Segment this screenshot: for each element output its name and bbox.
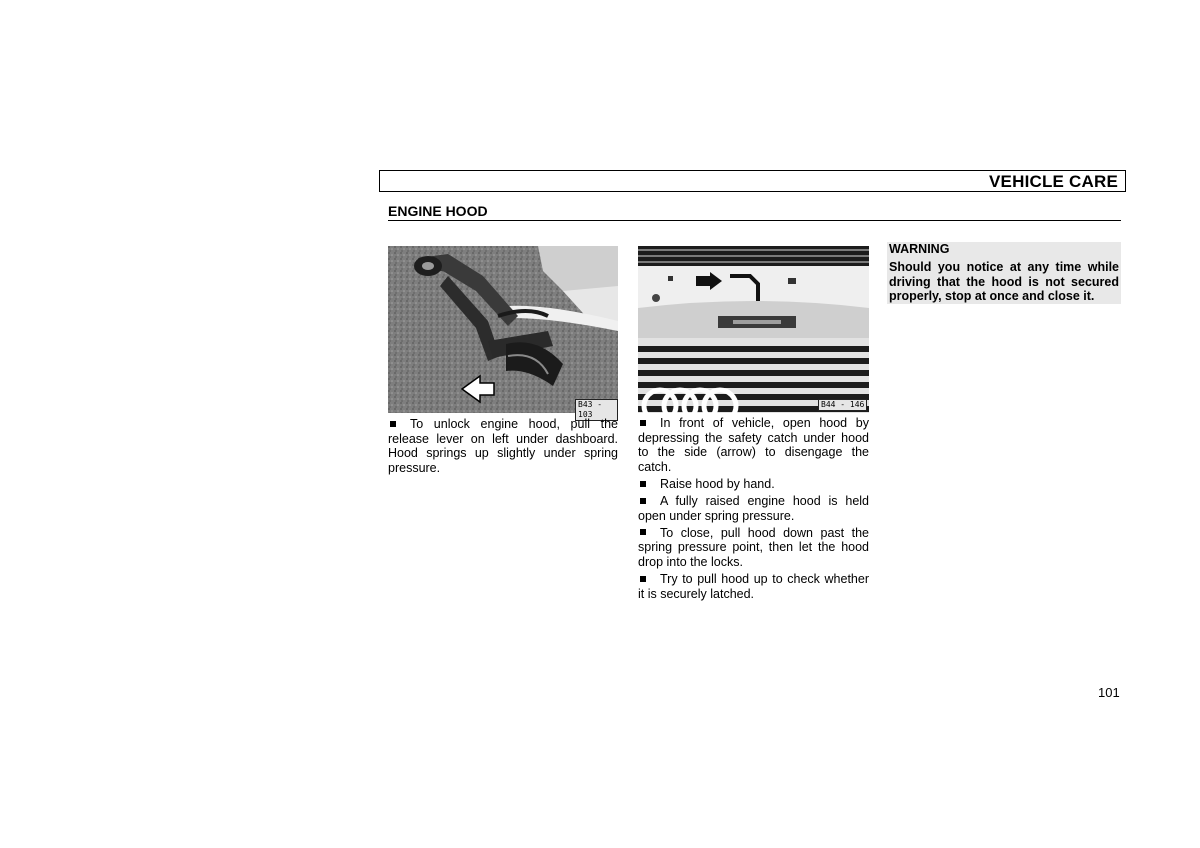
bullet-icon	[390, 421, 396, 427]
page-number: 101	[1098, 685, 1120, 700]
instruction-paragraph: To close, pull hood down past the spring pressure point, then let the hood drop into the locks.	[638, 525, 869, 569]
warning-title: WARNING	[889, 242, 950, 256]
instruction-paragraph: Raise hood by hand.	[638, 477, 869, 492]
chapter-title: VEHICLE CARE	[989, 172, 1118, 191]
bullet-icon	[640, 576, 646, 582]
figure-code: B43 - 103	[575, 399, 618, 421]
column-1-text	[388, 417, 618, 478]
chapter-header	[379, 170, 1126, 192]
instruction-paragraph: Try to pull hood up to check whether it is securely latched.	[638, 571, 869, 601]
instruction-paragraph: In front of vehicle, open hood by depressing the safety catch under hood to the side (arrow) to disengage the catch.	[638, 416, 869, 474]
section-title: ENGINE HOOD	[388, 203, 488, 219]
bullet-icon	[640, 420, 646, 426]
column-2-text	[638, 416, 869, 604]
bullet-icon	[640, 529, 646, 535]
bullet-icon	[640, 481, 646, 487]
warning-box	[887, 242, 1121, 304]
instruction-paragraph: A fully raised engine hood is held open under spring pressure.	[638, 493, 869, 523]
instruction-paragraph: To unlock engine hood, pull the release lever on left under dashboard. Hood springs up slightly under spring pressure.	[388, 417, 618, 475]
hood-safety-catch-photo	[638, 246, 869, 413]
bullet-icon	[640, 498, 646, 504]
section-divider	[388, 220, 1121, 221]
warning-text: Should you notice at any time while driving that the hood is not secured properly, stop at once and close it.	[889, 260, 1119, 304]
hood-release-lever-photo	[388, 246, 618, 419]
figure-code: B44 - 146	[818, 399, 867, 411]
